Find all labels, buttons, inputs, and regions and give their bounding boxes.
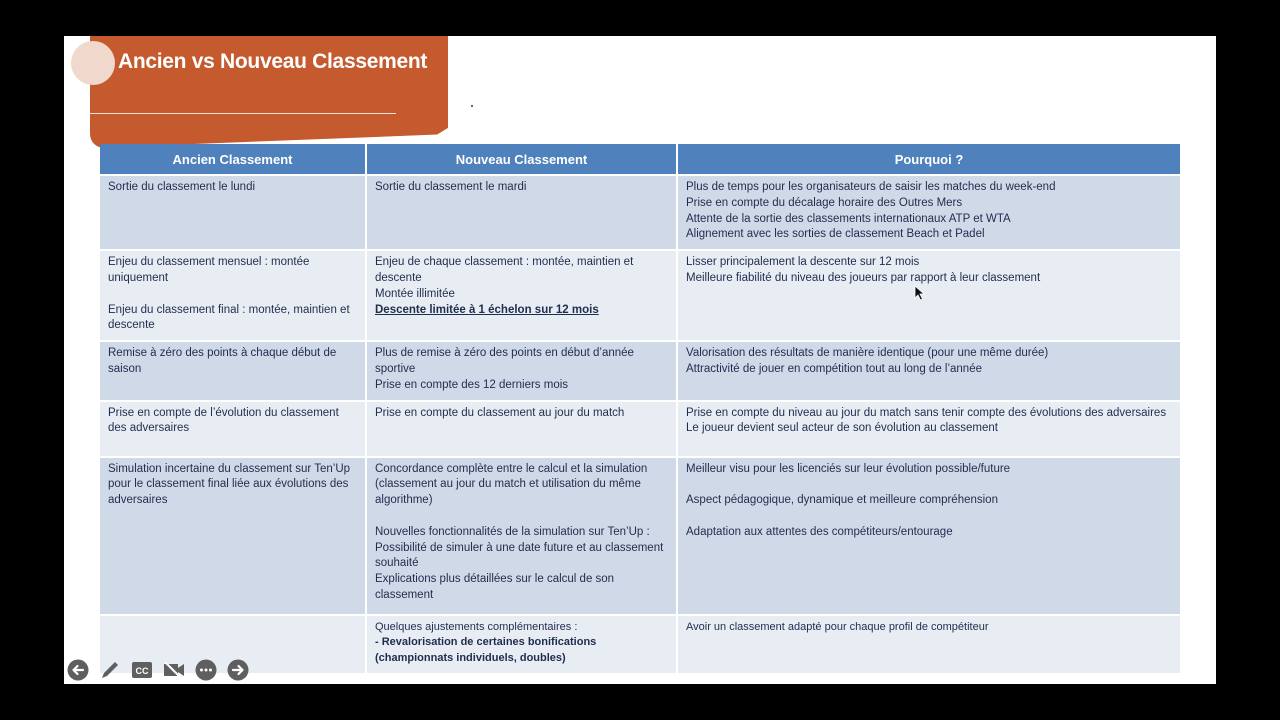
highlighted-descente-limitee: Descente limitée à 1 échelon sur 12 mois <box>375 303 599 316</box>
header-nouveau: Nouveau Classement <box>366 144 677 175</box>
pen-tool-button[interactable] <box>98 658 122 682</box>
table-row <box>100 457 1180 615</box>
cell-pourquoi: Avoir un classement adapté pour chaque profil de compétiteur <box>677 615 1180 674</box>
cell-pourquoi: Plus de temps pour les organisateurs de saisir les matches du week-end Prise en compte du décalage horaire des Outres Mers Attente de la sortie des classements internationaux ATP et WTA Alignement avec les sorties de classement Beach et Padel <box>677 175 1180 250</box>
next-slide-button[interactable] <box>226 658 250 682</box>
cell-ancien: Simulation incertaine du classement sur Ten’Up pour le classement final liée aux évolutions des adversaires <box>100 457 366 615</box>
table-row <box>100 341 1180 400</box>
svg-text:CC: CC <box>135 666 149 676</box>
slide-title: Ancien vs Nouveau Classement <box>118 50 428 73</box>
table-row <box>100 615 1180 674</box>
table-row <box>100 250 1180 341</box>
header-pourquoi: Pourquoi ? <box>677 144 1180 175</box>
cell-nouveau: Prise en compte du classement au jour du match <box>366 401 677 457</box>
presentation-slide <box>64 36 1216 684</box>
cell-pourquoi: Meilleur visu pour les licenciés sur leur évolution possible/future Aspect pédagogique, dynamique et meilleure compréhension Adaptation aux attentes des compétiteurs/entourage <box>677 457 1180 615</box>
captions-button[interactable] <box>130 658 154 682</box>
table-row <box>100 175 1180 250</box>
previous-slide-icon <box>67 659 89 681</box>
cell-nouveau: Enjeu de chaque classement : montée, maintien et descente Montée illimitée Descente limitée à 1 échelon sur 12 mois <box>366 250 677 341</box>
more-options-button[interactable] <box>194 658 218 682</box>
mouse-cursor-icon <box>914 285 926 301</box>
cell-ancien: Remise à zéro des points à chaque début de saison <box>100 341 366 400</box>
cell-pourquoi: Valorisation des résultats de manière identique (pour une même durée) Attractivité de jouer en compétition tout au long de l’année <box>677 341 1180 400</box>
pen-icon <box>99 659 121 681</box>
title-circle-decoration <box>71 41 115 85</box>
table-row <box>100 401 1180 457</box>
camera-off-icon <box>163 659 185 681</box>
cell-pourquoi: Prise en compte du niveau au jour du match sans tenir compte des évolutions des adversaires Le joueur devient seul acteur de son évolution au classement <box>677 401 1180 457</box>
header-ancien: Ancien Classement <box>100 144 366 175</box>
captions-icon <box>131 659 153 681</box>
stray-dot <box>471 105 473 107</box>
previous-slide-button[interactable] <box>66 658 90 682</box>
comparison-table <box>100 144 1180 675</box>
title-underline <box>90 113 396 114</box>
cell-ancien: Sortie du classement le lundi <box>100 175 366 250</box>
cell-ancien: Enjeu du classement mensuel : montée uniquement Enjeu du classement final : montée, maintien et descente <box>100 250 366 341</box>
slideshow-controls <box>66 657 250 683</box>
cell-ancien: Prise en compte de l’évolution du classement des adversaires <box>100 401 366 457</box>
next-slide-icon <box>227 659 249 681</box>
cell-pourquoi: Lisser principalement la descente sur 12 mois Meilleure fiabilité du niveau des joueurs par rapport à leur classement <box>677 250 1180 341</box>
cell-nouveau: Quelques ajustements complémentaires : - Revalorisation de certaines bonifications (championnats individuels, doubles) <box>366 615 677 674</box>
cell-nouveau: Sortie du classement le mardi <box>366 175 677 250</box>
table-header-row <box>100 144 1180 175</box>
more-options-icon <box>195 659 217 681</box>
cell-nouveau: Plus de remise à zéro des points en début d’année sportive Prise en compte des 12 derniers mois <box>366 341 677 400</box>
cell-nouveau: Concordance complète entre le calcul et la simulation (classement au jour du match et utilisation du même algorithme) Nouvelles fonctionnalités de la simulation sur Ten’Up : Possibilité de simuler à une date future et au classement souhaité Explications plus détaillées sur le calcul de son classement <box>366 457 677 615</box>
camera-toggle-button[interactable] <box>162 658 186 682</box>
